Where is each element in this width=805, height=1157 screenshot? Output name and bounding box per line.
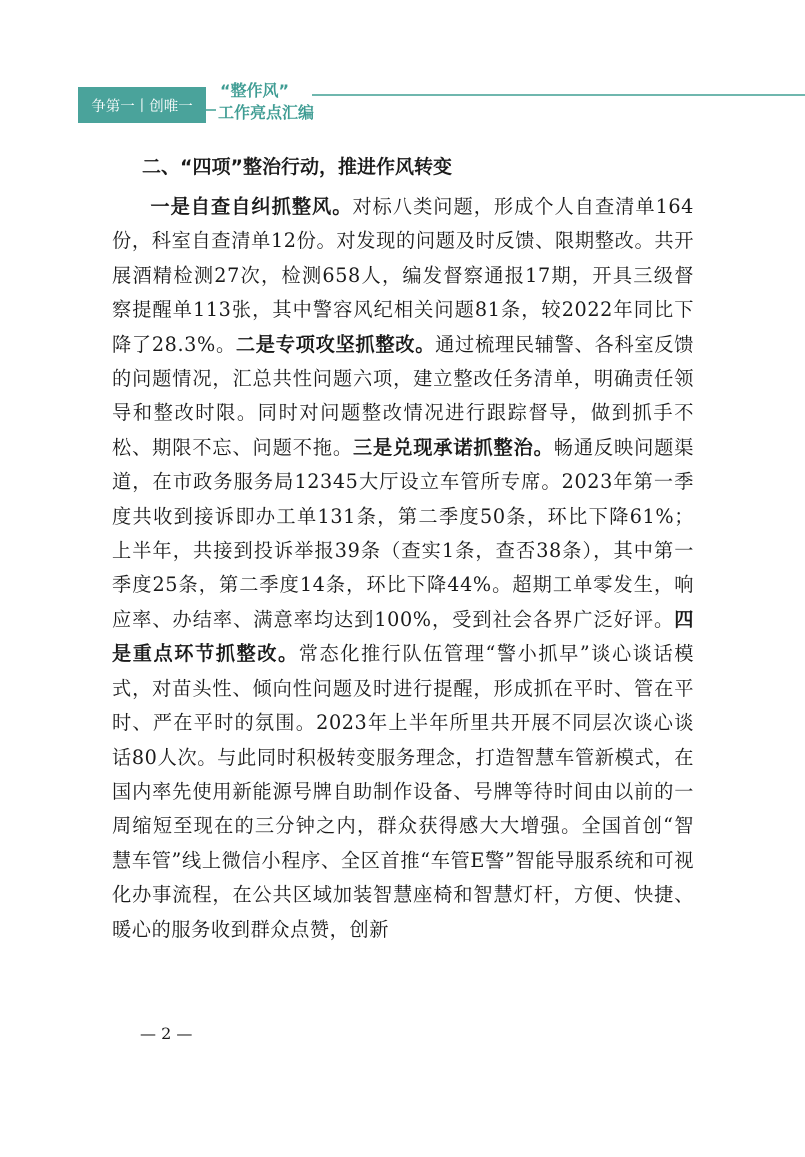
header-band-text: 争第一丨创唯一	[91, 98, 193, 115]
lead-phrase-1: 一是自查自纠抓整风。	[150, 195, 353, 218]
header-title-line1: “整作风”	[220, 81, 290, 100]
header-rule	[312, 94, 805, 96]
header-section-band	[78, 87, 206, 123]
body-text-2: 通过梳理民辅警、各科室反馈的问题情况，汇总共性问题六项，建立整改任务清单，明确责任领导和整改时限。同时对问题整改情况进行跟踪督导，做到抓手不松、期限不忘、问题不拖。	[112, 332, 694, 459]
header-title-line2: 工作亮点汇编	[218, 103, 315, 122]
header-connector-rule	[206, 109, 216, 111]
body-paragraph	[112, 190, 694, 947]
section-heading: 二、“四项”整治行动，推进作风转变	[142, 156, 452, 178]
lead-phrase-3: 三是兑现承诺抓整治。	[352, 435, 554, 459]
lead-phrase-4: 四是重点环节抓整改。	[112, 607, 694, 666]
body-text-3: 畅通反映问题渠道，在市政务服务局12345大厅设立车管所专席。2023年第一季度共收到接诉即办工单131条，第二季度50条，环比下降61%；上半年，共接到投诉举报39条（查实1条，查否38条），其中第一季度25条，第二季度14条，环比下降44%。超期工单零发生，响应率、办结率、满意率均达到100%，受到社会各界广泛好评。	[112, 435, 695, 631]
body-text-1: 对标八类问题，形成个人自查清单164份，科室自查清单12份。对发现的问题及时反馈、限期整改。共开展酒精检测27次，检测658人，编发督察通报17期，开具三级督察提醒单113张，其中警容风纪相关问题81条，较2022年同比下降了28.3%。	[112, 195, 694, 356]
page-number: — 2 —	[140, 1024, 193, 1043]
body-text-4: 常态化推行队伍管理“警小抓早”谈心谈话模式，对苗头性、倾向性问题及时进行提醒，形成抓在平时、管在平时、严在平时的氛围。2023年上半年所里共开展不同层次谈心谈话80人次。与此同时积极转变服务理念，打造智慧车管新模式，在国内率先使用新能源号牌自助制作设备、号牌等待时间由以前的一周缩短至现在的三分钟之内，群众获得感大大增强。全国首创“智慧车管”线上微信小程序、全区首推“车管E警”智能导服系统和可视化办事流程，在公共区域加装智慧座椅和智慧灯杆，方便、快捷、暖心的服务收到群众点赞，创新	[112, 642, 695, 941]
lead-phrase-2: 二是专项攻坚抓整改。	[235, 332, 436, 356]
header-title	[218, 80, 314, 124]
